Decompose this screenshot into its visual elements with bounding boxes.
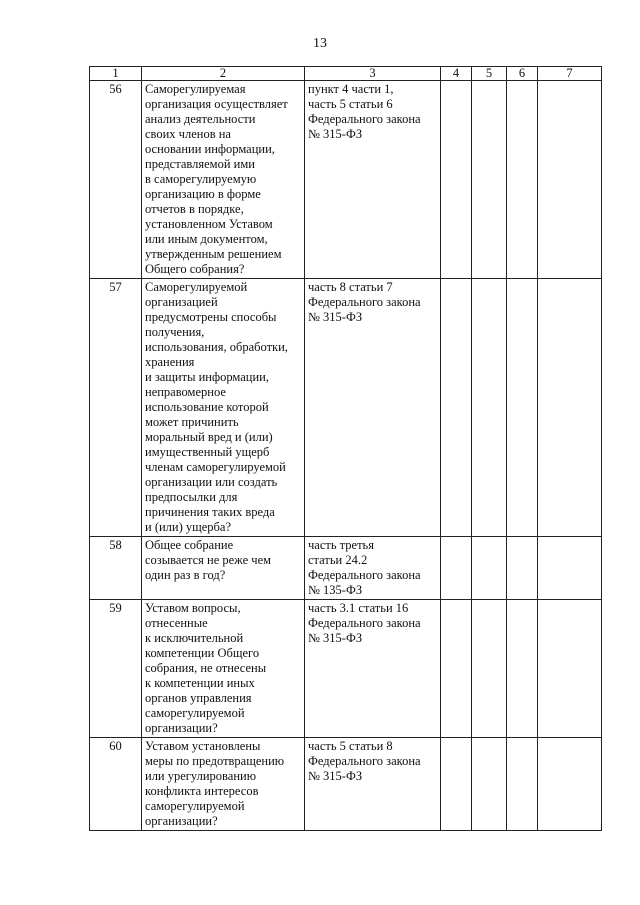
- header-col-5: 5: [472, 67, 507, 81]
- table-row: [90, 537, 602, 600]
- header-col-3: 3: [305, 67, 441, 81]
- answer-cell-na[interactable]: [507, 738, 538, 831]
- question-text: Саморегулируемой организацией предусмотрены способы получения, использования, обработки, хранения и защиты информации, неправомерное использование которой может причинить моральный вред и (или) имущественный ущерб членам саморегулируемой организации или создать предпосылки для причинения таких вреда и (или) ущерба?: [142, 279, 305, 537]
- answer-cell-yes[interactable]: [441, 738, 472, 831]
- comment-cell[interactable]: [538, 279, 602, 537]
- answer-cell-na[interactable]: [507, 81, 538, 279]
- header-col-4: 4: [441, 67, 472, 81]
- answer-cell-na[interactable]: [507, 279, 538, 537]
- question-text: Общее собрание созывается не реже чем один раз в год?: [142, 537, 305, 600]
- comment-cell[interactable]: [538, 81, 602, 279]
- table-row: [90, 600, 602, 738]
- table-row: [90, 81, 602, 279]
- row-number: 57: [90, 279, 142, 537]
- answer-cell-no[interactable]: [472, 600, 507, 738]
- row-number: 56: [90, 81, 142, 279]
- row-number: 59: [90, 600, 142, 738]
- answer-cell-na[interactable]: [507, 600, 538, 738]
- answer-cell-yes[interactable]: [441, 81, 472, 279]
- header-col-1: 1: [90, 67, 142, 81]
- legal-reference: часть 8 статьи 7 Федерального закона № 315-ФЗ: [305, 279, 441, 537]
- answer-cell-yes[interactable]: [441, 600, 472, 738]
- legal-reference: часть 5 статьи 8 Федерального закона № 315-ФЗ: [305, 738, 441, 831]
- page-number: 13: [313, 36, 327, 51]
- row-number: 60: [90, 738, 142, 831]
- row-number: 58: [90, 537, 142, 600]
- header-col-6: 6: [507, 67, 538, 81]
- answer-cell-no[interactable]: [472, 537, 507, 600]
- question-text: Саморегулируемая организация осуществляет анализ деятельности своих членов на основании информации, представляемой ими в саморегулируемую организацию в форме отчетов в порядке, установленном Уставом или иным документом, утвержденным решением Общего собрания?: [142, 81, 305, 279]
- answer-cell-yes[interactable]: [441, 279, 472, 537]
- answer-cell-no[interactable]: [472, 279, 507, 537]
- question-text: Уставом установлены меры по предотвращению или урегулированию конфликта интересов саморегулируемой организации?: [142, 738, 305, 831]
- header-col-7: 7: [538, 67, 602, 81]
- comment-cell[interactable]: [538, 537, 602, 600]
- comment-cell[interactable]: [538, 600, 602, 738]
- question-text: Уставом вопросы, отнесенные к исключительной компетенции Общего собрания, не отнесены к компетенции иных органов управления саморегулируемой организации?: [142, 600, 305, 738]
- answer-cell-na[interactable]: [507, 537, 538, 600]
- table-row: [90, 738, 602, 831]
- comment-cell[interactable]: [538, 738, 602, 831]
- legal-reference: часть третья статьи 24.2 Федерального закона № 135-ФЗ: [305, 537, 441, 600]
- answer-cell-no[interactable]: [472, 81, 507, 279]
- legal-reference: часть 3.1 статьи 16 Федерального закона № 315-ФЗ: [305, 600, 441, 738]
- legal-reference: пункт 4 части 1, часть 5 статьи 6 Федерального закона № 315-ФЗ: [305, 81, 441, 279]
- answer-cell-yes[interactable]: [441, 537, 472, 600]
- table-row: [90, 279, 602, 537]
- checklist-table: [89, 66, 602, 831]
- answer-cell-no[interactable]: [472, 738, 507, 831]
- header-col-2: 2: [142, 67, 305, 81]
- header-row: [90, 67, 602, 81]
